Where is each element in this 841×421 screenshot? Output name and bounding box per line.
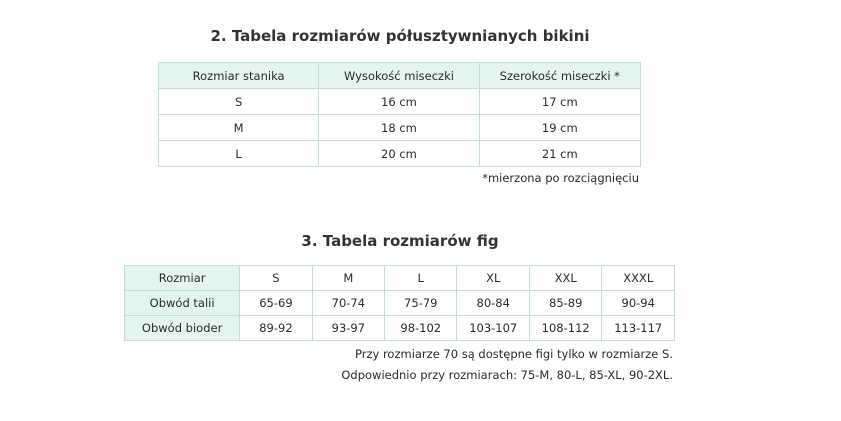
row-label-waist: Obwód talii xyxy=(125,291,240,316)
table-header-row xyxy=(125,266,675,291)
header-bra-size: Rozmiar stanika xyxy=(159,63,319,89)
bikini-size-table-title: 2. Tabela rozmiarów półusztywnianych bikini xyxy=(210,27,590,45)
header-size-xxxl: XXXL xyxy=(602,266,675,291)
cell-size: M xyxy=(159,115,319,141)
size-mapping-note: Odpowiednio przy rozmiarach: 75-M, 80-L, 85-XL, 90-2XL. xyxy=(341,368,673,382)
header-size-xl: XL xyxy=(457,266,529,291)
cell-hips-xxxl: 113-117 xyxy=(602,316,675,341)
table-row xyxy=(125,291,675,316)
cell-cup-height: 18 cm xyxy=(319,115,479,141)
cell-cup-height: 16 cm xyxy=(319,89,479,115)
row-label-hips: Obwód bioder xyxy=(125,316,240,341)
cell-waist-xxl: 85-89 xyxy=(529,291,601,316)
cell-hips-s: 89-92 xyxy=(240,316,312,341)
cell-hips-xl: 103-107 xyxy=(457,316,529,341)
cell-size: S xyxy=(159,89,319,115)
cell-hips-m: 93-97 xyxy=(312,316,384,341)
header-size-xxl: XXL xyxy=(529,266,601,291)
bikini-size-table xyxy=(158,62,641,167)
cell-cup-width: 17 cm xyxy=(479,89,640,115)
measurement-note: *mierzona po rozciągnięciu xyxy=(482,171,639,185)
cell-cup-height: 20 cm xyxy=(319,141,479,167)
header-cup-height: Wysokość miseczki xyxy=(319,63,479,89)
cell-waist-xl: 80-84 xyxy=(457,291,529,316)
cell-waist-l: 75-79 xyxy=(385,291,457,316)
cell-cup-width: 21 cm xyxy=(479,141,640,167)
header-size-s: S xyxy=(240,266,312,291)
header-size: Rozmiar xyxy=(125,266,240,291)
cell-hips-xxl: 108-112 xyxy=(529,316,601,341)
header-size-l: L xyxy=(385,266,457,291)
table-row xyxy=(125,316,675,341)
table-row xyxy=(159,89,641,115)
table-row xyxy=(159,115,641,141)
bottoms-size-table xyxy=(124,265,675,341)
cell-waist-m: 70-74 xyxy=(312,291,384,316)
cell-cup-width: 19 cm xyxy=(479,115,640,141)
table-header-row xyxy=(159,63,641,89)
cell-hips-l: 98-102 xyxy=(385,316,457,341)
cell-waist-s: 65-69 xyxy=(240,291,312,316)
size-availability-note: Przy rozmiarze 70 są dostępne figi tylko w rozmiarze S. xyxy=(354,347,673,361)
cell-size: L xyxy=(159,141,319,167)
header-cup-width: Szerokość miseczki * xyxy=(479,63,640,89)
cell-waist-xxxl: 90-94 xyxy=(602,291,675,316)
bottoms-size-table-title: 3. Tabela rozmiarów fig xyxy=(301,232,499,250)
table-row xyxy=(159,141,641,167)
header-size-m: M xyxy=(312,266,384,291)
